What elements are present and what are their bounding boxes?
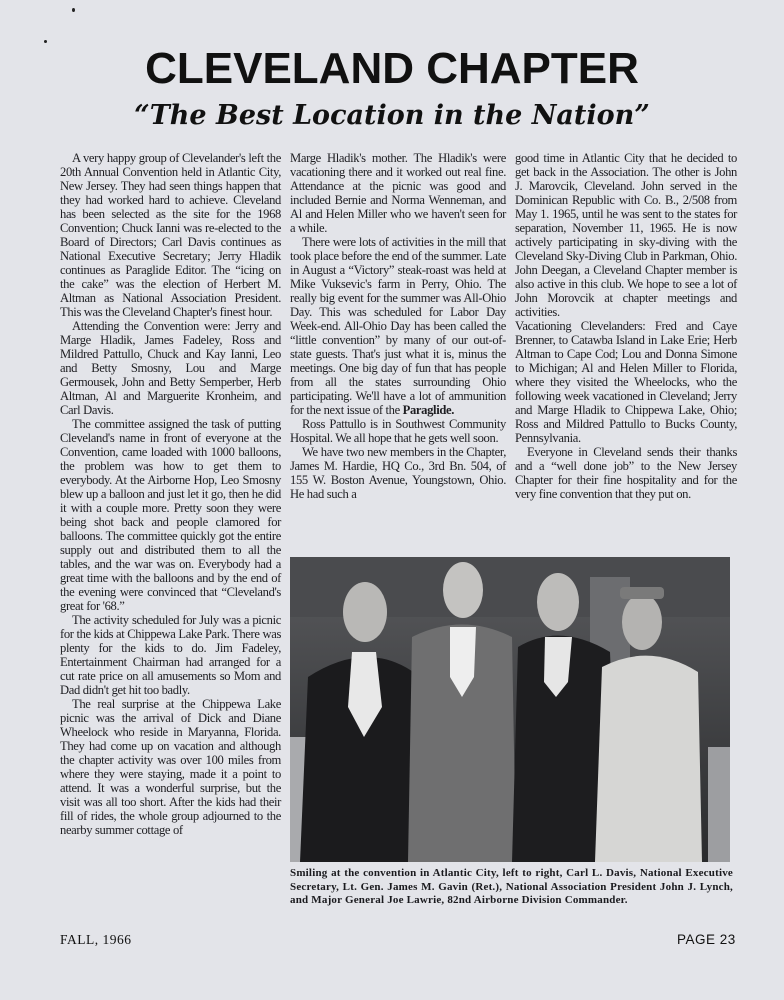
scan-speck: [72, 8, 75, 12]
paragraph: Ross Pattullo is in Southwest Community Hospital. We all hope that he gets well soon.: [290, 417, 506, 445]
paragraph: [290, 235, 506, 417]
paragraph: good time in Atlantic City that he decided to get back in the Association. The other is John J. Marovcik, Cleveland. John served in the Dominican Republic with Co. B., 2/508 from May 1. 1965, until he was sent to the states for separation, November 11, 1965. He is now actively participating in sky-diving with the Cleveland Sky-Diving Club in Parkman, Ohio. John Deegan, a Cleveland Chapter member is also active in this club. We hope to see a lot of John Morovcik at chapter meetings and activities.: [515, 151, 737, 319]
group-photo-image: [290, 557, 730, 862]
page-subtitle: “The Best Location in the Nation”: [134, 100, 650, 131]
scan-speck: [44, 40, 47, 43]
page-number: PAGE 23: [677, 932, 736, 947]
paragraph-text: There were lots of activities in the mill that took place before the end of the summer. Late in August a “Victory” steak-roast was held at Mike Vuksevic's farm in Perry, Ohio. The really big event for the summer was All-Ohio Day. This was scheduled for Labor Day Week-end. All-Ohio Day has been called the “little convention” by many of our out-of-state guests. That's just what it is, minus the meetings. One big day of fun that has people from all the states surrounding Ohio participating. We'll have a lot of ammunition for the next issue of the: [290, 235, 506, 417]
paragraph: Attending the Convention were: Jerry and Marge Hladik, James Fadeley, Ross and Mildred Pattullo, Chuck and Kay Ianni, Leo and Betty Smosny, Lou and Marge Germousek, John and Betty Semperber, Herb Altman, Al and Marguerite Kronheim, and Carl Davis.: [60, 319, 281, 417]
paragraph: A very happy group of Clevelander's left the 20th Annual Convention held in Atlantic City, New Jersey. They had seen things happen that they had worked hard to achieve. Cleveland has been selected as the site for the 1968 Convention; Chuck Ianni was re-elected to the Board of Directors; Carl Davis continues as National Executive Secretary; Jerry Hladik continues as Paraglide Editor. The “icing on the cake” was the election of Herbert M. Altman as National Association President. This was the Cleveland Chapter's finest hour.: [60, 151, 281, 319]
paragraph: Vacationing Clevelanders: Fred and Caye Brenner, to Catawba Island in Lake Erie; Herb Altman to Cape Cod; Lou and Donna Simone to Michigan; Al and Helen Miller to Florida, where they visited the Wheelocks, who the following week vacationed in Cleveland; Jerry and Marge Hladik to Chippewa Lake, Ohio; Ross and Mildred Pattullo to Bucks County, Pennsylvania.: [515, 319, 737, 445]
paragraph: We have two new members in the Chapter, James M. Hardie, HQ Co., 3rd Bn. 504, of 155 W. Boston Avenue, Youngstown, Ohio. He had such a: [290, 445, 506, 501]
article-column-1: [60, 151, 281, 837]
article-column-2: [290, 151, 506, 501]
photo-caption: Smiling at the convention in Atlantic City, left to right, Carl L. Davis, National Executive Secretary, Lt. Gen. James M. Gavin (Ret.), National Association President John J. Lynch, and Major General Joe Lawrie, 82nd Airborne Division Commander.: [290, 867, 733, 906]
article-column-3: [515, 151, 737, 501]
paragraph: The real surprise at the Chippewa Lake picnic was the arrival of Dick and Diane Wheelock who reside in Maryanna, Florida. They had come up on vacation and although the chapter activity was over 100 miles from where they were staying, made it a point to attend. It was a wonderful surprise, but the visit was all too short. After the kids had their fill of rides, the whole group adjourned to the nearby summer cottage of: [60, 697, 281, 837]
paragraph: Marge Hladik's mother. The Hladik's were vacationing there and it worked out real fine. Attendance at the picnic was good and included Bernie and Norma Wenneman, and Al and Helen Miller who we haven't seen for a while.: [290, 151, 506, 235]
page-title: CLEVELAND CHAPTER: [145, 44, 639, 93]
publication-name: Paraglide.: [402, 403, 455, 417]
paragraph: The committee assigned the task of putting Cleveland's name in front of everyone at the Convention, came loaded with 1000 balloons, the problem was how to get them to everybody. At the Airborne Hop, Leo Smosny blew up a balloon and just let it go, then he did it with a couple more. Pretty soon they were being shot back and people clamored for balloons. The committee quickly got the entire supply out and distributed them to all the tables, and the war was on. Everybody had a great time with the balloons and by the end of the evening were convinced that “Cleveland's great for '68.”: [60, 417, 281, 613]
paragraph: Everyone in Cleveland sends their thanks and a “well done job” to the New Jersey Chapter for their fine hospitality and for the very fine convention that they put on.: [515, 445, 737, 501]
paragraph: The activity scheduled for July was a picnic for the kids at Chippewa Lake Park. There was plenty for the kids to do. Jim Fadeley, Entertainment Chairman had arranged for a cut rate price on all amusements so Mom and Dad didn't get hit too badly.: [60, 613, 281, 697]
group-photo: [290, 557, 730, 862]
issue-date: FALL, 1966: [60, 932, 132, 947]
